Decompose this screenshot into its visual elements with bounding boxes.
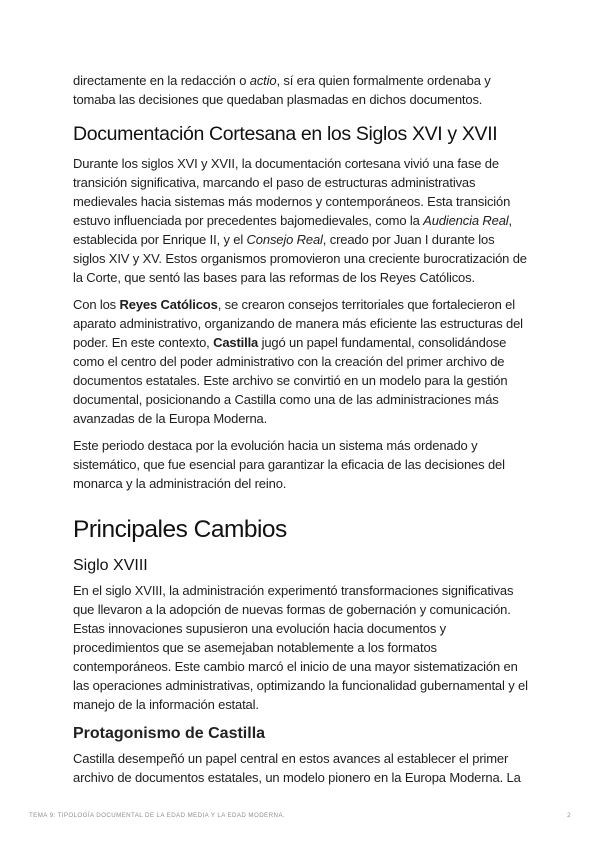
paragraph-protagonismo-castilla: Castilla desempeñó un papel central en estos avances al establecer el primer archivo de documentos estatales, un modelo pionero en la Europa Moderna. La <box>73 751 521 785</box>
subheading-protagonismo-castilla: Protagonismo de Castilla <box>73 725 266 742</box>
intro-paragraph: directamente en la redacción o actio, sí era quien formalmente ordenaba y tomaba las decisiones que quedaban plasmadas en dichos documentos. <box>73 73 491 107</box>
page-footer <box>29 812 571 819</box>
subheading-siglo-xviii: Siglo XVIII <box>73 557 148 574</box>
footer-title: TEMA 9: TIPOLOGÍA DOCUMENTAL DE LA EDAD MEDIA Y LA EDAD MODERNA. <box>29 812 285 819</box>
paragraph-transicion: Durante los siglos XVI y XVII, la documentación cortesana vivió una fase de transición significativa, marcando el paso de estructuras administrativas medievales hacia sistemas más modernos y contemporáneos. Esta transición estuvo influenciada por precedentes bajomedievales, como la Audiencia Real, establecida por Enrique II, y el Consejo Real, creado por Juan I durante los siglos XIV y XV. Estos organismos promovieron una creciente burocratización de la Corte, que sentó las bases para las reformas de los Reyes Católicos. <box>73 156 527 285</box>
section-heading-cambios: Principales Cambios <box>73 516 287 543</box>
paragraph-reyes-catolicos: Con los Reyes Católicos, se crearon consejos territoriales que fortalecieron el aparato administrativo, organizando de manera más eficiente las estructuras del poder. En este contexto, Castilla jugó un papel fundamental, consolidándose como el centro del poder administrativo con la creación del primer archivo de documentos estatales. Este archivo se convirtió en un modelo para la gestión documental, posicionando a Castilla como una de las administraciones más avanzadas de la Europa Moderna. <box>73 297 523 426</box>
section-heading-cortesana: Documentación Cortesana en los Siglos XVI y XVII <box>73 123 498 145</box>
document-page <box>73 71 528 795</box>
paragraph-periodo: Este periodo destaca por la evolución hacia un sistema más ordenado y sistemático, que fue esencial para garantizar la eficacia de las decisiones del monarca y la administración del reino. <box>73 438 505 491</box>
paragraph-siglo-xviii: En el siglo XVIII, la administración experimentó transformaciones significativas que llevaron a la adopción de nuevas formas de gobernación y comunicación. Estas innovaciones supusieron una evolución hacia documentos y procedimientos que se asemejaban notablemente a los formatos contemporáneos. Este cambio marcó el inicio de una mayor sistematización en las operaciones administrativas, optimizando la funcionalidad gubernamental y el manejo de la información estatal. <box>73 583 528 712</box>
page-number: 2 <box>567 812 571 819</box>
